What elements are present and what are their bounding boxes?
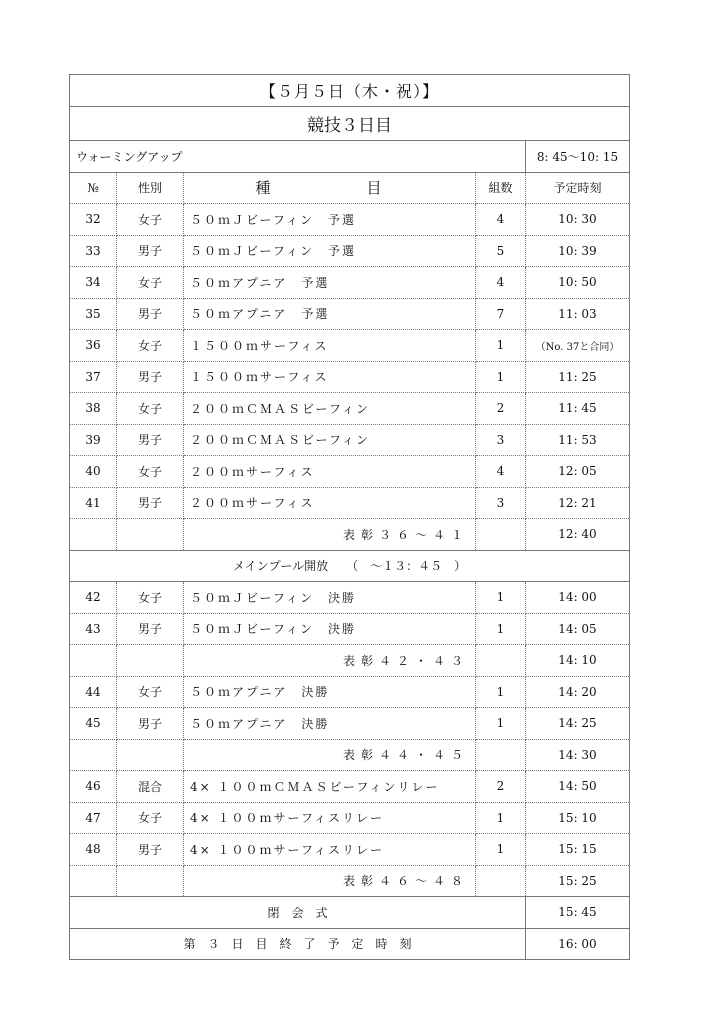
event-groups: 1 [476,361,526,393]
event-row [70,456,630,488]
event-time: 14: 25 [526,708,630,740]
schedule-table [69,74,630,960]
event-row [70,487,630,519]
event-row [70,676,630,708]
event-sex: 男子 [117,424,184,456]
schedule-sheet [69,74,629,960]
event-row [70,802,630,834]
event-time: 14: 20 [526,676,630,708]
event-row [70,708,630,740]
event-groups: 3 [476,424,526,456]
event-groups: 1 [476,613,526,645]
award-label: 表彰４６〜４８ [184,865,476,897]
event-row [70,771,630,803]
event-groups: 2 [476,393,526,425]
event-number: 43 [70,613,117,645]
event-time: 11: 25 [526,361,630,393]
event-time: 10: 50 [526,267,630,299]
event-sex: 女子 [117,456,184,488]
event-number: 34 [70,267,117,299]
event-groups: 4 [476,456,526,488]
event-row [70,330,630,362]
event-sex: 女子 [117,267,184,299]
event-groups: 1 [476,802,526,834]
event-time: （No. 37と合同） [526,330,630,362]
event-number: 33 [70,235,117,267]
event-time: 12: 21 [526,487,630,519]
event-sex: 男子 [117,613,184,645]
event-name: ５０ｍＪビーフィン 決勝 [184,582,476,614]
event-name: １５００ｍサーフィス [184,361,476,393]
event-name: ２００ｍサーフィス [184,456,476,488]
day-end-time: 16: 00 [526,928,630,960]
day-end-label: 第 ３ 日 目 終 了 予 定 時 刻 [70,928,526,960]
event-name: ２００ｍＣＭＡＳビーフィン [184,393,476,425]
award-row [70,645,630,677]
event-time: 10: 30 [526,204,630,236]
header-sex: 性別 [117,172,184,204]
event-groups: 3 [476,487,526,519]
award-row [70,739,630,771]
event-number: 44 [70,676,117,708]
event-name: 4× １００ｍＣＭＡＳビーフィンリレー [184,771,476,803]
event-time: 11: 53 [526,424,630,456]
header-time: 予定時刻 [526,172,630,204]
event-rows-jbifin-final [70,582,630,645]
event-row [70,582,630,614]
event-row [70,361,630,393]
header-row [70,172,630,204]
day-subtitle: 競技３日目 [70,107,630,141]
event-number: 45 [70,708,117,740]
event-sex: 女子 [117,582,184,614]
event-row [70,613,630,645]
award-row [70,519,630,551]
event-number: 35 [70,298,117,330]
event-row [70,298,630,330]
award-row [70,865,630,897]
event-time: 15: 15 [526,834,630,866]
event-name: ２００ｍサーフィス [184,487,476,519]
event-groups: 1 [476,676,526,708]
award-label: 表彰３６〜４１ [184,519,476,551]
header-groups: 組数 [476,172,526,204]
event-name: 4× １００ｍサーフィスリレー [184,802,476,834]
event-number: 41 [70,487,117,519]
event-row [70,424,630,456]
event-number: 42 [70,582,117,614]
event-name: ５０ｍＪビーフィン 決勝 [184,613,476,645]
event-groups: 4 [476,204,526,236]
event-name: ５０ｍアプニア 決勝 [184,708,476,740]
event-time: 11: 45 [526,393,630,425]
event-name: ５０ｍアプニア 決勝 [184,676,476,708]
event-row [70,204,630,236]
closing-ceremony-label: 閉 会 式 [70,897,526,929]
award-label: 表彰４２・４３ [184,645,476,677]
event-rows-apnea-final [70,676,630,739]
event-groups: 1 [476,708,526,740]
event-groups: 1 [476,834,526,866]
event-sex: 混合 [117,771,184,803]
event-time: 10: 39 [526,235,630,267]
award-time: 14: 10 [526,645,630,677]
event-number: 37 [70,361,117,393]
event-name: ５０ｍＪビーフィン 予選 [184,235,476,267]
event-number: 47 [70,802,117,834]
event-sex: 男子 [117,361,184,393]
event-sex: 女子 [117,802,184,834]
header-event: 種 目 [184,172,476,204]
event-groups: 7 [476,298,526,330]
event-sex: 男子 [117,834,184,866]
event-time: 14: 50 [526,771,630,803]
event-number: 39 [70,424,117,456]
event-time: 14: 05 [526,613,630,645]
event-number: 46 [70,771,117,803]
event-name: ２００ｍＣＭＡＳビーフィン [184,424,476,456]
event-sex: 男子 [117,708,184,740]
event-groups: 4 [476,267,526,299]
warmup-label: ウォーミングアップ [70,141,526,173]
event-row [70,235,630,267]
event-sex: 男子 [117,235,184,267]
event-rows-relay [70,771,630,866]
event-number: 36 [70,330,117,362]
event-rows-morning [70,204,630,519]
event-row [70,834,630,866]
event-groups: 2 [476,771,526,803]
event-sex: 女子 [117,204,184,236]
event-name: ５０ｍアプニア 予選 [184,267,476,299]
event-time: 11: 03 [526,298,630,330]
event-sex: 女子 [117,330,184,362]
closing-ceremony-time: 15: 45 [526,897,630,929]
award-label: 表彰４４・４５ [184,739,476,771]
event-sex: 女子 [117,676,184,708]
warmup-time: 8: 45〜10: 15 [526,141,630,173]
event-number: 32 [70,204,117,236]
award-time: 15: 25 [526,865,630,897]
event-time: 12: 05 [526,456,630,488]
event-row [70,267,630,299]
date-title: 【５月５日（木・祝）】 [70,75,630,107]
event-name: ５０ｍＪビーフィン 予選 [184,204,476,236]
event-number: 40 [70,456,117,488]
award-time: 14: 30 [526,739,630,771]
event-time: 15: 10 [526,802,630,834]
event-time: 14: 00 [526,582,630,614]
event-name: 4× １００ｍサーフィスリレー [184,834,476,866]
event-sex: 男子 [117,298,184,330]
main-pool-open: メインプール開放 （ 〜１３：４５ ） [70,550,630,582]
award-time: 12: 40 [526,519,630,551]
event-name: １５００ｍサーフィス [184,330,476,362]
event-row [70,393,630,425]
event-groups: 1 [476,330,526,362]
event-groups: 5 [476,235,526,267]
event-sex: 男子 [117,487,184,519]
event-name: ５０ｍアプニア 予選 [184,298,476,330]
event-groups: 1 [476,582,526,614]
event-number: 38 [70,393,117,425]
event-number: 48 [70,834,117,866]
event-sex: 女子 [117,393,184,425]
header-no: № [70,172,117,204]
